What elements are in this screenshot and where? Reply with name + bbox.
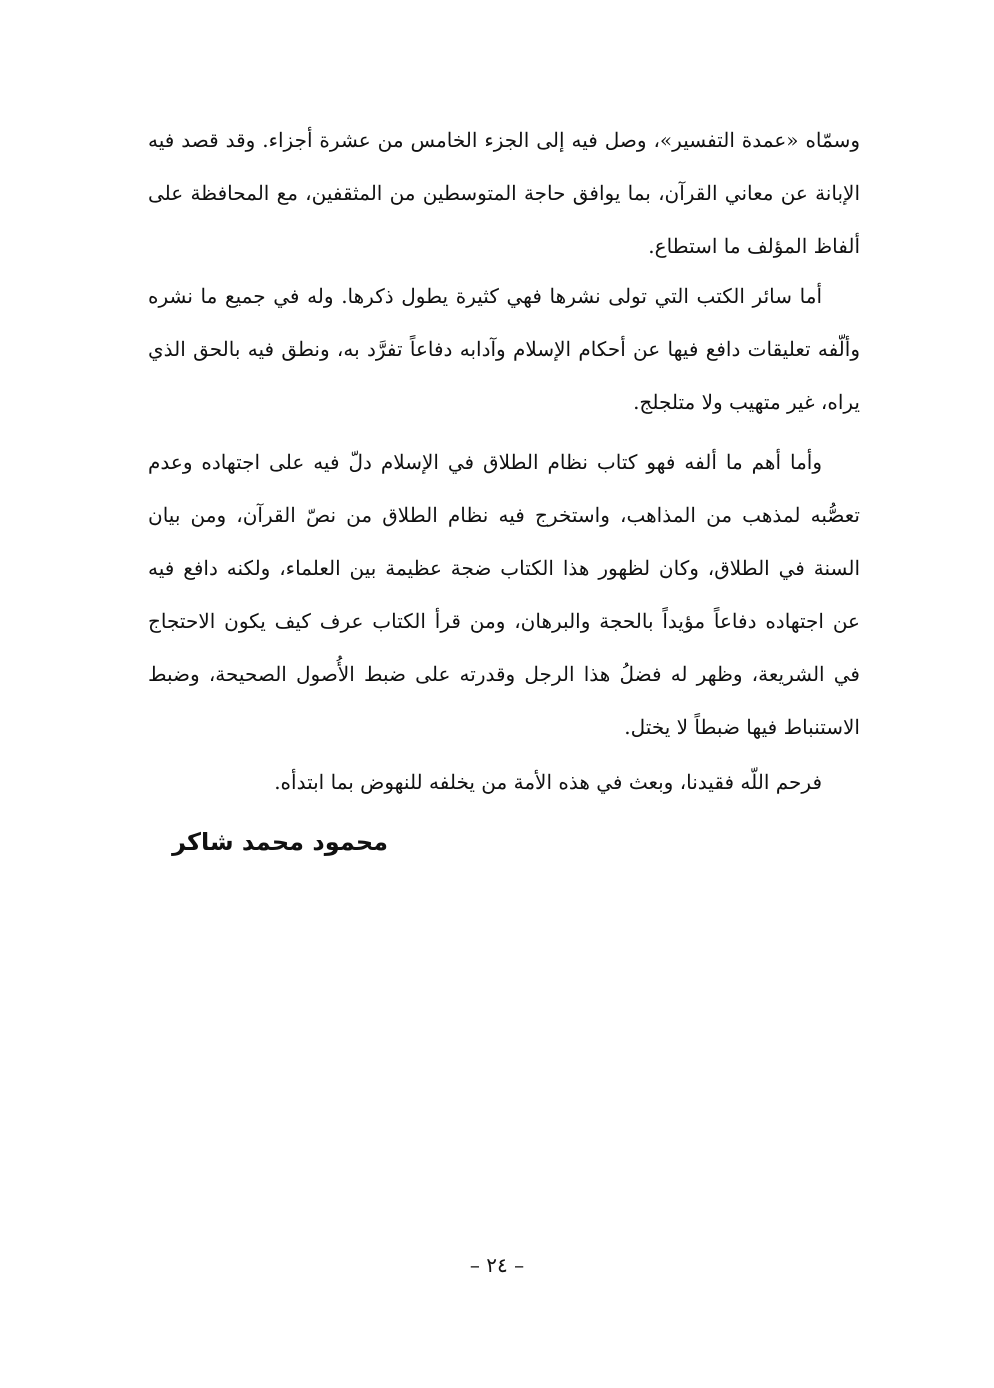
paragraph-1: وسمّاه «عمدة التفسير»، وصل فيه إلى الجزء الخامس من عشرة أجزاء. وقد قصد فيه الإبانة عن معاني القرآن، بما يوافق حاجة المتوسطين من المثقفين، مع المحافظة على ألفاظ المؤلف ما استطاع. bbox=[148, 128, 860, 258]
paragraph-3: وأما أهم ما ألفه فهو كتاب نظام الطلاق في الإسلام دلّ فيه على اجتهاده وعدم تعصُّبه لمذهب من المذاهب، واستخرج فيه نظام الطلاق من نصّ القرآن، ومن بيان السنة في الطلاق، وكان لظهور هذا الكتاب ضجة عظيمة بين العلماء، ولكنه دافع فيه عن اجتهاده دفاعاً مؤيداً بالحجة والبرهان، ومن قرأ الكتاب عرف كيف يكون الاحتجاج في الشريعة، وظهر له فضلُ هذا الرجل وقدرته على ضبط الأُصول الصحيحة، وضبط الاستنباط فيها ضبطاً لا يختل. bbox=[148, 450, 860, 739]
paragraph-2: أما سائر الكتب التي تولى نشرها فهي كثيرة يطول ذكرها. وله في جميع ما نشره وألّفه تعليقات دافع فيها عن أحكام الإسلام وآدابه دفاعاً تفرَّد به، ونطق فيه بالحق الذي يراه، غير متهيب ولا متلجلج. bbox=[148, 284, 860, 414]
paragraph-1-block bbox=[148, 114, 860, 273]
paragraph-3-block bbox=[148, 436, 860, 754]
author-signature: محمود محمد شاكر bbox=[172, 828, 388, 856]
page-number: – ٢٤ – bbox=[469, 1253, 525, 1277]
paragraph-4-block bbox=[148, 756, 860, 809]
paragraph-2-block bbox=[148, 270, 860, 429]
paragraph-4: فرحم اللّه فقيدنا، وبعث في هذه الأمة من يخلفه للنهوض بما ابتدأه. bbox=[274, 770, 822, 794]
